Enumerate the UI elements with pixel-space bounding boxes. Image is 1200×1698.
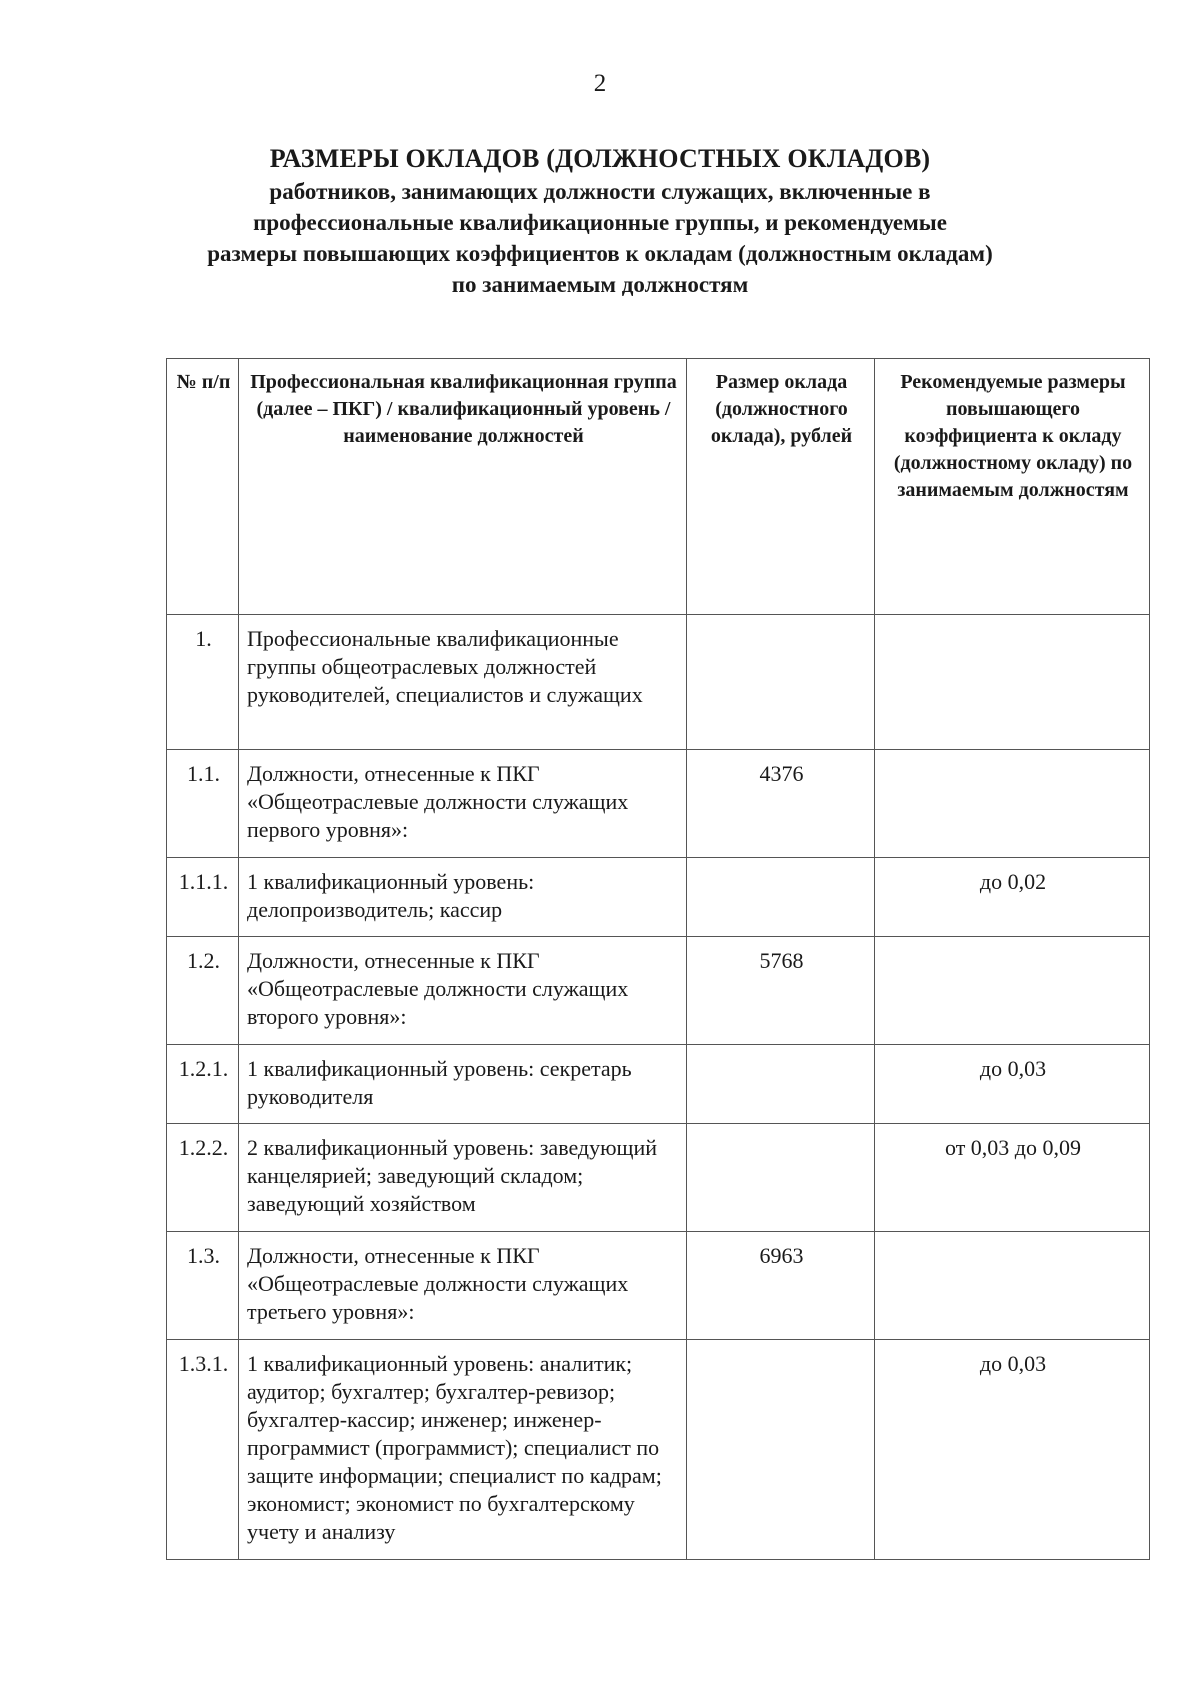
- row-salary: [687, 1340, 875, 1560]
- row-coefficient: [875, 1232, 1150, 1340]
- table-row: [167, 858, 1150, 937]
- row-number: 1.3.: [167, 1232, 239, 1340]
- table-row: [167, 1124, 1150, 1232]
- table-row: [167, 1045, 1150, 1124]
- title-line: по занимаемым должностям: [451, 272, 749, 297]
- row-number: 1.1.1.: [167, 858, 239, 937]
- table-row: [167, 750, 1150, 858]
- row-coefficient: до 0,03: [875, 1045, 1150, 1124]
- row-coefficient: до 0,02: [875, 858, 1150, 937]
- title-line: размеры повышающих коэффициентов к окладам (должностным окладам): [207, 241, 993, 266]
- row-salary: [687, 858, 875, 937]
- row-coefficient: [875, 750, 1150, 858]
- header-group-name: Профессиональная квалификационная группа (далее – ПКГ) / квалификационный уровень / наименование должностей: [239, 359, 687, 615]
- row-name: 1 квалификационный уровень: секретарь руководителя: [239, 1045, 687, 1124]
- page-number: 2: [593, 70, 607, 97]
- row-name: 1 квалификационный уровень: делопроизводитель; кассир: [239, 858, 687, 937]
- row-number: 1.: [167, 615, 239, 750]
- row-salary: 5768: [687, 937, 875, 1045]
- header-coefficient: Рекомендуемые размеры повышающего коэффициента к окладу (должностному окладу) по занимаемым должностям: [875, 359, 1150, 615]
- header-salary: Размер оклада (должностного оклада), рублей: [687, 359, 875, 615]
- row-number: 1.3.1.: [167, 1340, 239, 1560]
- header-number: № п/п: [167, 359, 239, 615]
- row-salary: 6963: [687, 1232, 875, 1340]
- row-number: 1.2.1.: [167, 1045, 239, 1124]
- table-row: [167, 1232, 1150, 1340]
- row-number: 1.1.: [167, 750, 239, 858]
- row-salary: [687, 615, 875, 750]
- row-name: Должности, отнесенные к ПКГ «Общеотраслевые должности служащих первого уровня»:: [239, 750, 687, 858]
- table-row: [167, 615, 1150, 750]
- title-line: работников, занимающих должности служащих, включенные в: [269, 179, 931, 204]
- row-name: 1 квалификационный уровень: аналитик; аудитор; бухгалтер; бухгалтер-ревизор; бухгалтер-кассир; инженер; инженер-программист (программист); специалист по защите информации; специалист по кадрам; экономист; экономист по бухгалтерскому учету и анализу: [239, 1340, 687, 1560]
- row-coefficient: до 0,03: [875, 1340, 1150, 1560]
- row-salary: [687, 1124, 875, 1232]
- title-line: профессиональные квалификационные группы, и рекомендуемые: [253, 210, 947, 235]
- table-row: [167, 937, 1150, 1045]
- document-title: [100, 142, 1100, 300]
- row-number: 1.2.2.: [167, 1124, 239, 1232]
- row-salary: 4376: [687, 750, 875, 858]
- salary-table: [166, 358, 1150, 1560]
- table-header-row: [167, 359, 1150, 615]
- row-name: Должности, отнесенные к ПКГ «Общеотраслевые должности служащих второго уровня»:: [239, 937, 687, 1045]
- row-name: Профессиональные квалификационные группы общеотраслевых должностей руководителей, специалистов и служащих: [239, 615, 687, 750]
- row-name: 2 квалификационный уровень: заведующий канцелярией; заведующий складом; заведующий хозяйством: [239, 1124, 687, 1232]
- row-name: Должности, отнесенные к ПКГ «Общеотраслевые должности служащих третьего уровня»:: [239, 1232, 687, 1340]
- row-salary: [687, 1045, 875, 1124]
- row-coefficient: [875, 615, 1150, 750]
- row-coefficient: [875, 937, 1150, 1045]
- table-row: [167, 1340, 1150, 1560]
- row-coefficient: от 0,03 до 0,09: [875, 1124, 1150, 1232]
- title-main: РАЗМЕРЫ ОКЛАДОВ (ДОЛЖНОСТНЫХ ОКЛАДОВ): [269, 144, 931, 173]
- row-number: 1.2.: [167, 937, 239, 1045]
